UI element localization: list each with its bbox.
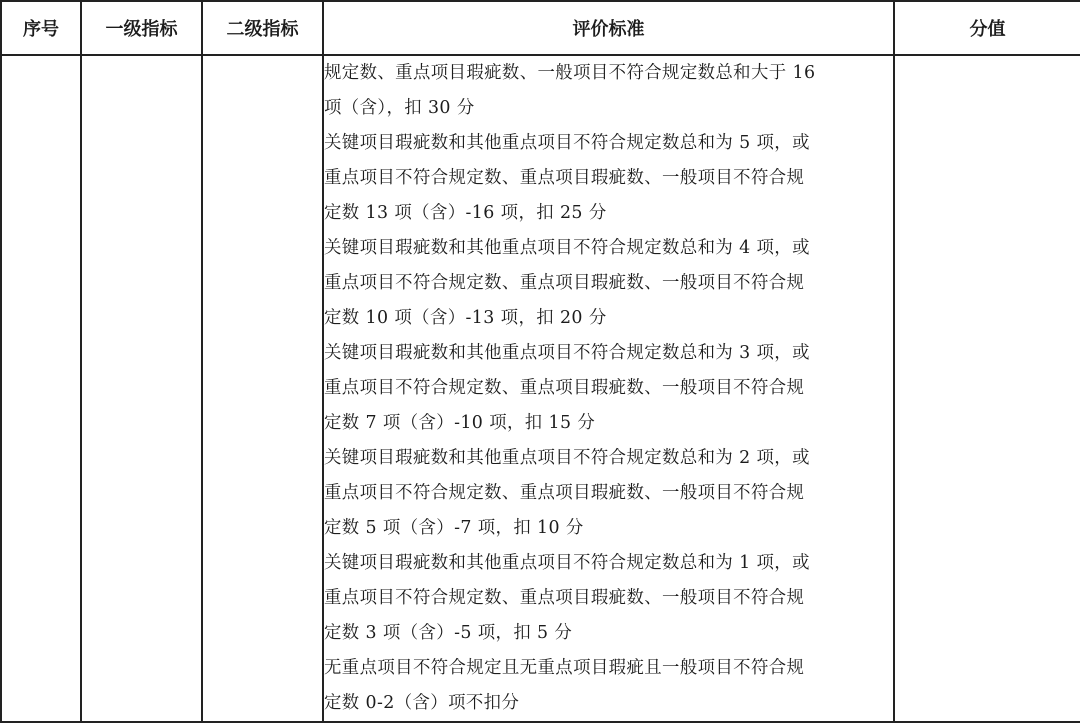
level2-cell: [202, 55, 323, 722]
criteria-line: 重点项目不符合规定数、重点项目瑕疵数、一般项目不符合规: [324, 378, 805, 398]
criteria-line: 关键项目瑕疵数和其他重点项目不符合规定数总和为 1 项，或: [324, 553, 810, 573]
criteria-line: 重点项目不符合规定数、重点项目瑕疵数、一般项目不符合规: [324, 588, 805, 608]
criteria-line: 定数 10 项（含）-13 项，扣 20 分: [324, 308, 607, 328]
score-cell: [894, 55, 1080, 722]
criteria-line: 规定数、重点项目瑕疵数、一般项目不符合规定数总和大于 16: [324, 63, 816, 83]
header-criteria: 评价标准: [323, 1, 894, 55]
criteria-line: 定数 3 项（含）-5 项，扣 5 分: [324, 623, 573, 643]
criteria-line: 重点项目不符合规定数、重点项目瑕疵数、一般项目不符合规: [324, 168, 805, 188]
criteria-line: 重点项目不符合规定数、重点项目瑕疵数、一般项目不符合规: [324, 273, 805, 293]
criteria-line: 关键项目瑕疵数和其他重点项目不符合规定数总和为 2 项，或: [324, 448, 810, 468]
header-score: 分值: [894, 1, 1080, 55]
header-index: 序号: [1, 1, 81, 55]
criteria-line: 定数 13 项（含）-16 项，扣 25 分: [324, 203, 607, 223]
criteria-cell: [323, 55, 894, 722]
criteria-line: 无重点项目不符合规定且无重点项目瑕疵且一般项目不符合规: [324, 658, 805, 678]
level1-cell: [81, 55, 202, 722]
criteria-line: 关键项目瑕疵数和其他重点项目不符合规定数总和为 4 项，或: [324, 238, 810, 258]
criteria-line: 定数 7 项（含）-10 项，扣 15 分: [324, 413, 596, 433]
index-cell: [1, 55, 81, 722]
criteria-line: 关键项目瑕疵数和其他重点项目不符合规定数总和为 5 项，或: [324, 133, 810, 153]
table-row: [1, 55, 1080, 722]
criteria-line: 项（含），扣 30 分: [324, 98, 475, 118]
header-level2-indicator: 二级指标: [202, 1, 323, 55]
header-level1-indicator: 一级指标: [81, 1, 202, 55]
criteria-line: 定数 5 项（含）-7 项，扣 10 分: [324, 518, 584, 538]
header-row: [1, 1, 1080, 55]
criteria-line: 重点项目不符合规定数、重点项目瑕疵数、一般项目不符合规: [324, 483, 805, 503]
criteria-line: 关键项目瑕疵数和其他重点项目不符合规定数总和为 3 项，或: [324, 343, 810, 363]
criteria-line: 定数 0-2（含）项不扣分: [324, 693, 520, 713]
